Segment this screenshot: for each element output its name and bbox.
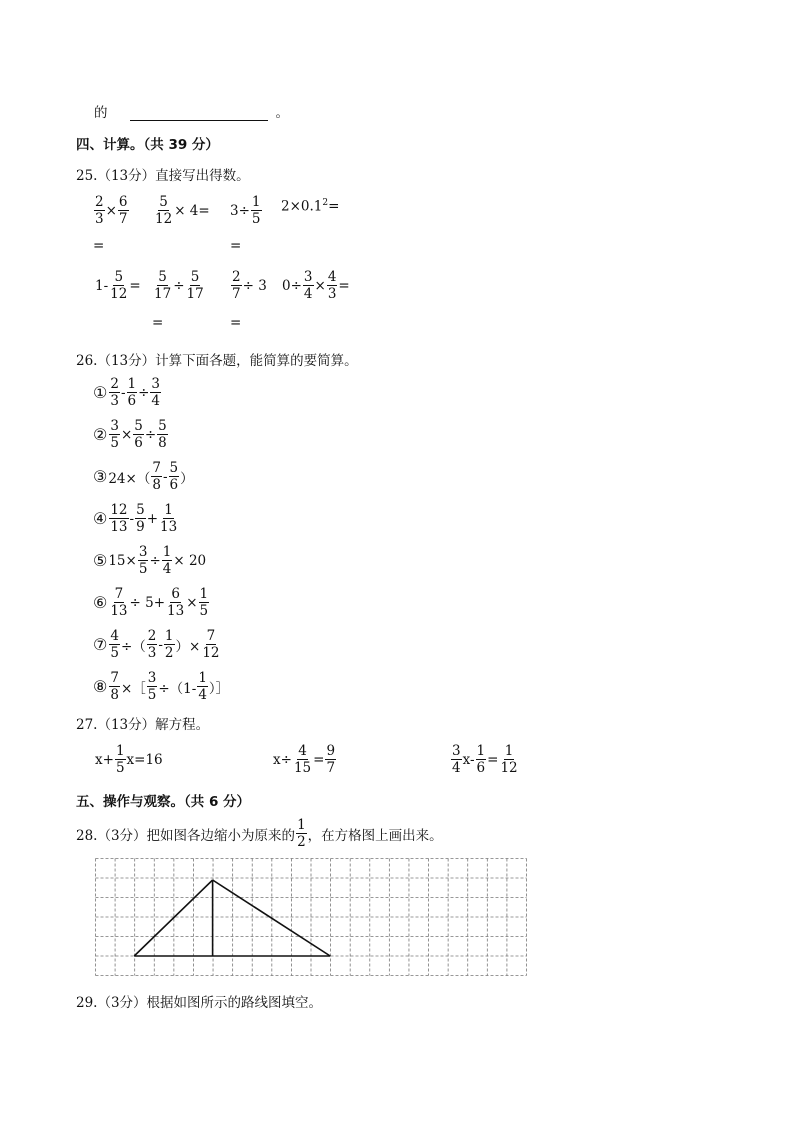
fraction: $\frac{5}{17}$ [186,269,204,303]
section-5-title: 五、操作与观察。（共 6 分） [76,794,251,810]
line-suffix: 。 [275,105,289,121]
q27-title: 27.（13分）解方程。 [76,717,210,733]
q25-eq-3: = [230,238,242,254]
q25-expr-4: $2\times 0.1^2=$ [281,198,340,215]
q29-title: 29.（3分）根据如图所示的路线图填空。 [76,995,323,1011]
q25-eq-7: = [230,315,242,331]
fraction: $\frac{6}{7}$ [118,194,128,228]
fraction: $\frac{1}{5}$ [251,194,261,228]
q26-item-5: ⑤ 15× $\frac{3}{5}$ ÷ $\frac{1}{4}$ × 20 [93,544,207,578]
fraction: $\frac{3}{4}$ [303,269,313,303]
fraction: $\frac{2}{3}$ [95,194,104,228]
q25-expr-2: $\frac{5}{12}$ × 4= [155,194,210,228]
q25-title: 25.（13分）直接写出得数。 [76,168,250,184]
fraction: $\frac{4}{3}$ [327,269,337,303]
fraction: $\frac{5}{17}$ [154,269,172,303]
q26-item-7: ⑦ $\frac{4}{5}$ ÷（ $\frac{2}{3}$ - $\frac{1}{2}$ ）× $\frac{7}{12}$ [93,628,220,662]
q26-item-2: ② $\frac{3}{5}$ × $\frac{5}{6}$ ÷ $\frac{5}{8}$ [93,418,167,452]
q27-equation-1: x+ $\frac{1}{5}$ x=16 [95,743,163,777]
q25-expr-7: $\frac{2}{7}$ ÷ 3 [232,269,267,303]
triangle [134,880,330,956]
grid-figure[interactable] [95,858,527,978]
fraction: $\frac{5}{12}$ [110,269,128,303]
q26-item-4: ④ $\frac{12}{13}$ - $\frac{5}{9}$ + $\frac{1}{13}$ [93,502,178,536]
q25-eq-1: = [93,238,105,254]
q27-equation-2: x÷ $\frac{4}{15}$ = $\frac{9}{7}$ [273,743,336,777]
q26-item-8: ⑧ $\frac{7}{8}$ ×［ $\frac{3}{5}$ ÷（1- $\frac{1}{4}$ ）］ [93,670,230,704]
q26-item-1: ① $\frac{2}{3}$ - $\frac{1}{6}$ ÷ $\frac{3}{4}$ [93,376,160,410]
q26-item-6: ⑥ $\frac{7}{13}$ ÷ 5+ $\frac{6}{13}$ × $\frac{1}{5}$ [93,586,209,620]
fraction: $\frac{2}{7}$ [232,269,241,303]
q26-title: 26.（13分）计算下面各题，能简算的要简算。 [76,353,358,369]
section-4-title: 四、计算。（共 39 分） [76,137,219,153]
q25-expr-8: 0÷ $\frac{3}{4}$ × $\frac{4}{3}$ = [282,269,350,303]
dashed-grid [96,859,527,976]
q27-equation-3: $\frac{3}{4}$ x- $\frac{1}{6}$ = $\frac{1}{12}$ [452,743,518,777]
q25-expr-5: 1- $\frac{5}{12}$ = [95,269,141,303]
q26-item-3: ③ 24×（ $\frac{7}{8}$ - $\frac{5}{6}$ ） [93,460,194,494]
q25-expr-3: 3÷ $\frac{1}{5}$ [230,194,261,228]
answer-blank[interactable] [130,108,268,121]
fraction: $\frac{5}{12}$ [155,194,173,228]
q25-expr-1: $\frac{2}{3}$ × $\frac{6}{7}$ [95,194,128,228]
q28-title: 28.（3分）把如图各边缩小为原来的 $\frac{1}{2}$ ，在方格图上画出来。 [76,817,443,851]
line-prefix: 的 [94,105,108,121]
q25-eq-6: = [152,315,164,331]
answer-line-top [94,101,289,121]
q25-expr-6: $\frac{5}{17}$ ÷ $\frac{5}{17}$ [154,269,204,303]
